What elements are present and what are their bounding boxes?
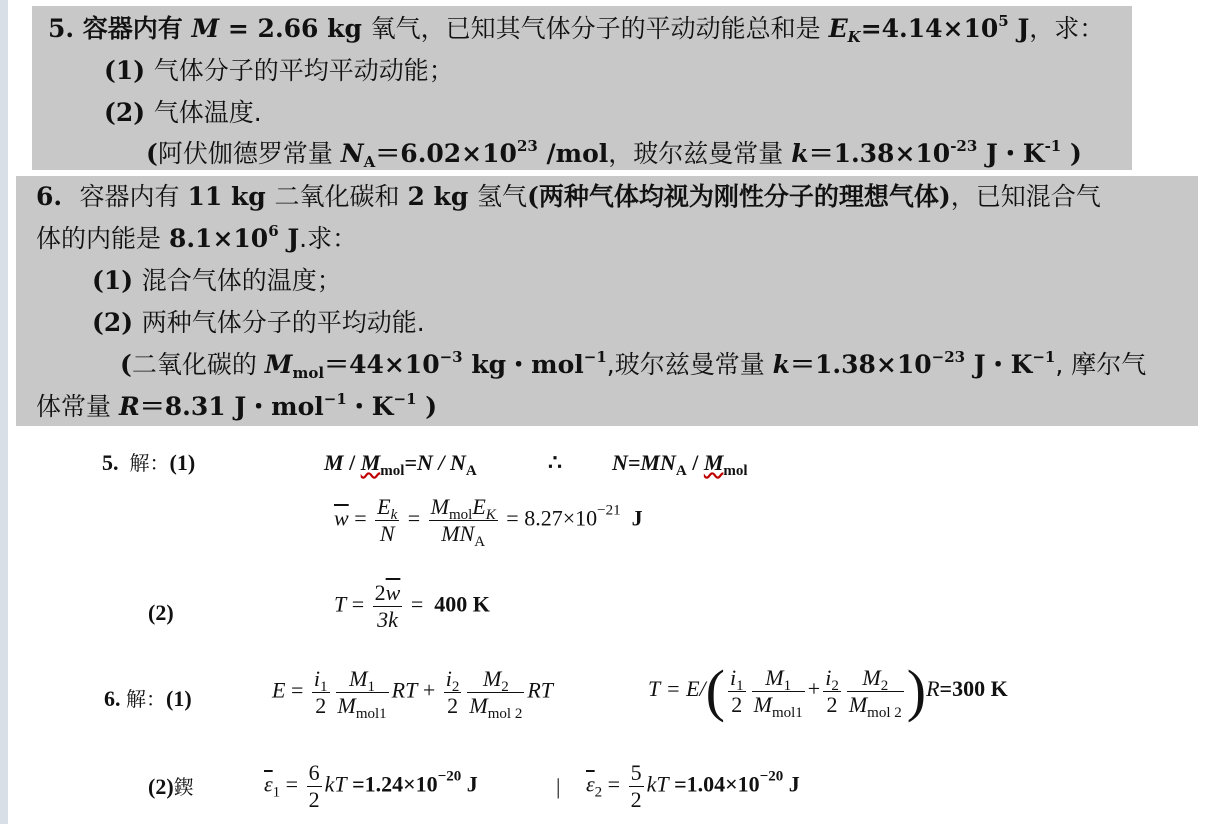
E-symbol: E — [377, 494, 391, 519]
w-result: = 8.27×10 — [506, 505, 598, 531]
p6-line2-text: 体的内能是 — [36, 224, 169, 253]
p5-item2-text: 气体温度. — [153, 98, 262, 127]
i-symbol: i — [825, 664, 832, 690]
p6-ask: .求： — [299, 224, 358, 253]
fraction-2w-over-3k — [373, 580, 403, 633]
sol5-ratio-Mmol-sym: M — [360, 450, 381, 475]
fraction-i1-over-2 — [312, 666, 330, 719]
sol5-ratio-slash: / — [343, 450, 361, 475]
fraction-5-over-2 — [629, 760, 644, 813]
p5-const-boltzmann-label: ，玻尔兹曼常量 — [608, 139, 792, 168]
E-symbol: E — [272, 677, 286, 703]
p6-const-co2-label: 二氧化碳的 — [131, 350, 265, 379]
fraction-i2-over-2 — [444, 666, 462, 719]
epsilon-bar: $\overline{\varepsilon}$ — [264, 771, 273, 797]
p5-energy-exp: 5 — [998, 12, 1009, 30]
p5-const-N-sub: A — [363, 153, 376, 171]
plus-sign: + — [422, 677, 436, 703]
problem-5-line-1 — [48, 14, 1104, 44]
p6-item1-text: 混合气体的温度； — [141, 266, 342, 295]
fraction-M2-over-Mmol2 — [467, 666, 524, 722]
sol6-number: 6. — [104, 686, 121, 711]
p6-item1-number: (1) — [92, 266, 134, 295]
sol6-eps1-formula — [264, 760, 478, 813]
sol5-nexpr-sub: A — [675, 463, 687, 479]
sol5-T-formula — [334, 580, 490, 633]
M-sub: mol — [448, 507, 473, 523]
p6-const-k-exp: −23 — [931, 348, 966, 366]
p6-mass-1: 11 kg — [187, 182, 275, 211]
i-symbol: i — [445, 666, 452, 691]
fraction-Ek-over-N — [375, 494, 399, 547]
M-sub: 1 — [783, 677, 792, 694]
E-symbol: E — [472, 494, 486, 519]
p6-energy-unit: J — [278, 224, 300, 253]
p6-text-4: ，已知混合气 — [950, 182, 1101, 211]
p5-const-avogadro-label: 阿伏伽德罗常量 — [157, 139, 341, 168]
sol5-ratio-Mmol — [360, 450, 405, 479]
sol6-eps2-formula — [586, 760, 800, 813]
sol5-nexpr-slash: / — [686, 450, 704, 475]
p5-energy-unit: J — [1008, 14, 1030, 43]
frac-den — [429, 521, 498, 550]
eps2-unit: J — [783, 771, 800, 797]
sol5-ratio — [324, 450, 477, 479]
p6-const-M-exp: −3 — [439, 348, 463, 366]
frac-num — [312, 666, 330, 693]
left-edge-bar — [0, 0, 8, 824]
i-symbol: i — [313, 666, 320, 691]
M-symbol: M — [430, 494, 449, 519]
sol5-ratio-eq: =N / N — [404, 450, 466, 475]
p6-const-gas-label-2: 体常量 — [36, 392, 119, 421]
p6-text-2: 二氧化碳和 — [274, 182, 408, 211]
p6-const-M-sub: mol — [292, 364, 325, 382]
RT-term: RT — [391, 677, 418, 703]
sol5-nexpr: N=MN — [612, 450, 676, 475]
p6-const-R-exp2: −1 — [393, 390, 417, 408]
frac-num — [444, 666, 462, 693]
E-sub: K — [485, 507, 496, 523]
equals-sign: = — [351, 591, 365, 617]
divider-bar: | — [556, 774, 561, 799]
sol6-part2: (2) — [148, 774, 174, 799]
frac-den: 2 — [447, 693, 459, 718]
frac-den: N — [379, 521, 395, 546]
RT-term: RT — [527, 677, 554, 703]
M-symbol: M — [469, 693, 488, 718]
frac-num — [336, 666, 389, 693]
frac-den: 2 — [308, 787, 320, 812]
M-sub: 1 — [367, 679, 375, 695]
equals-sign: = — [290, 677, 304, 703]
eps2-value: =1.04×10 — [674, 771, 760, 797]
E-sub: k — [390, 507, 398, 523]
p5-item1-text: 气体分子的平均平动动能； — [153, 56, 454, 85]
p6-const-R-value: ＝8.31 J・mol — [139, 392, 324, 421]
sol5-nexpr-Mmol — [703, 450, 748, 479]
frac-den: 2 — [315, 693, 327, 718]
NA-sub: A — [474, 534, 486, 550]
p5-const-N-value: ＝6.02×10 — [375, 139, 517, 168]
M-symbol: M — [765, 664, 784, 690]
frac-den: 3k — [377, 607, 398, 632]
problem-5-constants — [146, 139, 1082, 169]
sol5-part2-label — [148, 600, 174, 626]
problem-6-constants-2 — [36, 392, 437, 422]
p6-mass-2: 2 kg — [407, 182, 478, 211]
p5-const-k-value: ＝1.38×10 — [808, 139, 951, 168]
eps1-unit: J — [461, 771, 478, 797]
fraction-M1-over-Mmol1 — [336, 666, 389, 722]
p5-const-k: k — [791, 139, 809, 168]
equals-sign: = — [410, 591, 424, 617]
sol5-ratio-M: M — [324, 450, 344, 475]
i-sub: 1 — [320, 679, 328, 695]
epsilon-sub: 1 — [272, 784, 281, 801]
frac-den — [467, 693, 524, 722]
p6-number: 6. — [36, 182, 71, 211]
w-bar: $\overline{w}$ — [385, 580, 401, 605]
M-sub: mol1 — [771, 704, 803, 721]
p6-text-1: 容器内有 — [79, 182, 188, 211]
frac-num — [847, 665, 904, 692]
sol5-nexpr-M: M — [703, 450, 724, 475]
p5-const-N-exp: 23 — [516, 137, 538, 155]
frac-num: 6 — [308, 760, 320, 785]
M-sub: 2 — [501, 679, 509, 695]
frac-num — [752, 665, 805, 692]
p5-const-k-unit-exp: -1 — [1044, 137, 1062, 155]
p5-item2-number: (2) — [104, 98, 146, 127]
p6-energy-value: 8.1×10 — [168, 224, 269, 253]
sol5-ratio-Mmol-sub: mol — [380, 463, 405, 479]
sol5-number: 5. — [102, 450, 119, 475]
M-symbol: M — [862, 664, 881, 690]
p6-energy-exp: 6 — [268, 222, 279, 240]
frac-den — [847, 691, 904, 721]
p6-const-k-unit-exp: −1 — [1032, 348, 1056, 366]
M-sub: mol 2 — [867, 704, 902, 721]
T-result: =300 K — [939, 676, 1008, 702]
frac-num — [429, 494, 498, 521]
w-bar: $\overline{w}$ — [334, 505, 349, 531]
fraction-i1-over-2 — [728, 665, 746, 718]
sol6-part2-label — [148, 774, 194, 800]
i-symbol: i — [729, 664, 737, 690]
T-result: 400 K — [434, 591, 490, 617]
problem-5-item-2 — [104, 98, 262, 128]
right-paren: ) — [906, 658, 927, 723]
frac-den: 2 — [826, 691, 838, 717]
p5-text: 氧气，已知其气体分子的平动动能总和是 — [370, 14, 829, 43]
M-symbol: M — [753, 691, 772, 717]
eps1-value: =1.24×10 — [352, 771, 438, 797]
left-paren: ( — [705, 658, 725, 723]
epsilon-bar: $\overline{\varepsilon}$ — [586, 771, 595, 797]
frac-num: 5 — [630, 760, 642, 785]
sol6-T-formula — [648, 658, 1008, 723]
p5-const-k-exp: -23 — [950, 137, 978, 155]
p6-const-k: k — [772, 350, 790, 379]
equals-sign: = — [285, 771, 299, 797]
problem-6-box — [16, 176, 1198, 426]
sol6-part1: (1) — [166, 686, 192, 711]
therefore-sign: ∴ — [548, 450, 562, 475]
T-symbol: T — [648, 676, 661, 702]
i-sub: 2 — [451, 679, 460, 695]
problem-6-item-1 — [92, 266, 342, 296]
sol5-therefore — [548, 450, 562, 476]
sol5-part2: (2) — [148, 600, 174, 625]
problem-5-item-1 — [104, 56, 454, 86]
frac-den — [752, 691, 805, 721]
sol5-nexpr-M-sub: mol — [723, 463, 748, 479]
sol6-divider — [556, 774, 560, 800]
equals-sign: = — [354, 505, 367, 531]
p6-const-M-unit-exp: −1 — [583, 348, 607, 366]
R-symbol: R — [926, 676, 940, 702]
p5-const-N: N — [340, 139, 364, 168]
p6-const-boltzmann-label: ,玻尔兹曼常量 — [606, 350, 773, 379]
p6-item2-text: 两种气体分子的平均动能. — [141, 308, 425, 337]
equals-sign: = — [407, 505, 421, 531]
frac-num — [823, 665, 841, 692]
p6-const-R: R — [118, 392, 140, 421]
problem-6-item-2 — [92, 308, 425, 338]
eps2-exp: −20 — [759, 768, 784, 785]
p5-const-open: ( — [146, 139, 158, 168]
sol5-jie: 解： — [129, 451, 170, 475]
sol5-N-expression — [612, 450, 748, 479]
fraction-M1-over-Mmol1 — [752, 664, 805, 721]
two: 2 — [374, 580, 386, 605]
T-equals-E: = E/ — [665, 676, 706, 702]
frac-num — [375, 494, 399, 521]
problem-6-constants-1 — [120, 350, 1146, 380]
problem-6-line-1 — [36, 182, 1101, 212]
p5-energy-value: =4.14×10 — [860, 14, 999, 43]
M-symbol: M — [848, 691, 868, 717]
garbled-glyph: 鍥 — [173, 775, 194, 799]
frac-den: 2 — [731, 691, 743, 717]
sol6-E-formula — [272, 666, 554, 722]
p6-text-3: 氢气 — [477, 182, 528, 211]
plus-sign: + — [807, 676, 821, 702]
p6-paren-note: (两种气体均视为刚性分子的理想气体) — [527, 182, 951, 211]
i-sub: 2 — [831, 677, 839, 694]
sol6-jie: 解： — [126, 687, 166, 711]
sol5-ratio-NA-sub: A — [465, 463, 477, 479]
frac-num — [728, 665, 746, 692]
p6-const-k-unit: J・K — [965, 350, 1033, 379]
fraction-6-over-2 — [307, 760, 322, 813]
p6-item2-number: (2) — [92, 308, 134, 337]
T-symbol: T — [334, 591, 347, 617]
w-unit: J — [631, 505, 643, 531]
p6-const-M-value: ＝44×10 — [324, 350, 440, 379]
p5-item1-number: (1) — [104, 56, 146, 85]
MN-symbol: MN — [441, 521, 475, 546]
p6-const-M: M — [264, 350, 293, 379]
p6-const-open: ( — [120, 350, 132, 379]
p6-const-k-value: ＝1.38×10 — [790, 350, 932, 379]
sol5-label — [102, 450, 195, 476]
p5-number: 5. 容器内有 — [48, 14, 192, 43]
M-sub: mol1 — [355, 706, 387, 722]
p5-energy-sub: K — [847, 28, 861, 46]
sol5-w-formula — [334, 494, 643, 550]
i-sub: 1 — [736, 677, 744, 694]
p5-const-N-unit: /mol — [537, 139, 609, 168]
M-sub: 2 — [880, 677, 889, 694]
p6-const-gas-label: , 摩尔气 — [1055, 350, 1147, 379]
p5-const-close: ) — [1061, 139, 1082, 168]
p5-mass: = 2.66 kg — [219, 14, 371, 43]
kT-term: kT — [646, 771, 669, 797]
w-result-exp: −21 — [597, 502, 621, 519]
frac-num — [467, 666, 524, 693]
p5-mass-symbol: M — [191, 14, 220, 43]
fraction-MmolEK-over-MNA — [429, 494, 498, 550]
p5-const-k-unit: J・K — [977, 139, 1045, 168]
p6-const-R-exp1: −1 — [323, 390, 347, 408]
eps1-exp: −20 — [437, 768, 462, 785]
M-symbol: M — [482, 666, 502, 691]
frac-den — [336, 693, 389, 722]
p5-ask: ，求： — [1029, 14, 1105, 43]
M-symbol: M — [337, 693, 356, 718]
sol6-label — [104, 686, 192, 712]
sol5-part1: (1) — [169, 450, 196, 475]
frac-den: 2 — [630, 787, 642, 812]
problem-5-box — [32, 6, 1132, 170]
p6-const-M-unit: kg・mol — [462, 350, 584, 379]
epsilon-sub: 2 — [594, 784, 603, 801]
fraction-i2-over-2 — [823, 665, 841, 718]
fraction-M2-over-Mmol2 — [847, 664, 904, 721]
problem-6-line-2 — [36, 224, 357, 254]
M-sub: mol 2 — [487, 706, 523, 722]
p6-const-close: ) — [416, 392, 438, 421]
equals-sign: = — [607, 771, 621, 797]
frac-num — [373, 580, 403, 607]
kT-term: kT — [324, 771, 347, 797]
p6-const-R-mid: ・K — [346, 392, 394, 421]
p5-energy-symbol: E — [828, 14, 848, 43]
M-symbol: M — [349, 666, 368, 691]
